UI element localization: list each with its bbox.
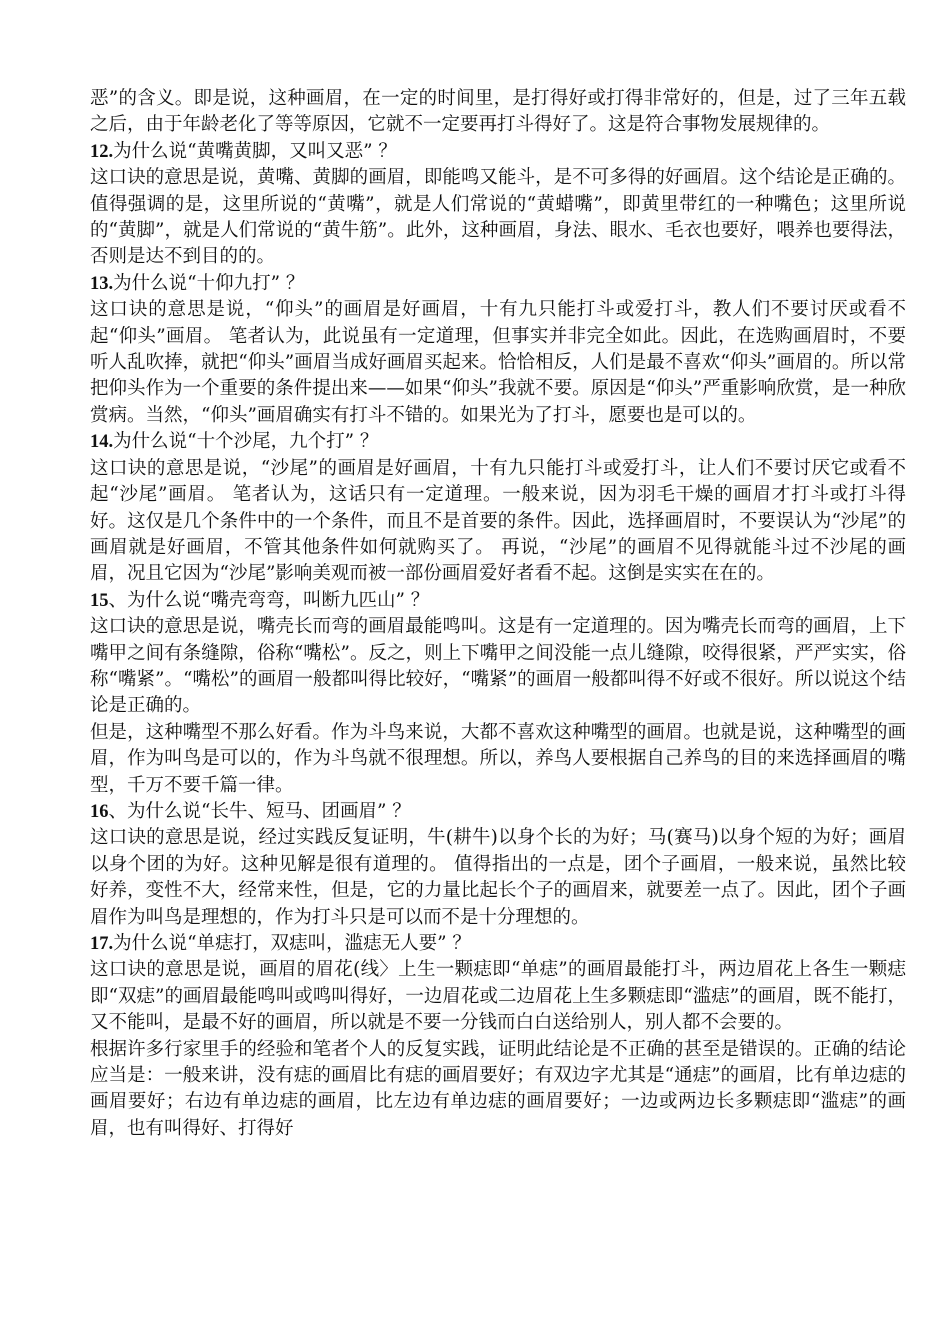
paragraph-15a: 这口诀的意思是说，嘴壳长而弯的画眉最能鸣叫。这是有一定道理的。因为嘴壳长而弯的画眉，上下嘴甲之间有条缝隙，俗称“嘴松”。反之，则上下嘴甲之间没能一点儿缝隙，咬得很紧，严严实实，俗称“嘴紧”。“嘴松”的画眉一般都叫得比较好，“嘴紧”的画眉一般都叫得不好或不很好。所以说这个结论是正确的。 [90, 616, 906, 717]
heading-text: 、为什么说“嘴壳弯弯，叫断九匹山” ？ [108, 589, 430, 611]
heading-number: 13. [90, 273, 114, 294]
heading-17 [90, 931, 906, 957]
paragraph-12: 这口诀的意思是说，黄嘴、黄脚的画眉，即能鸣又能斗，是不可多得的好画眉。这个结论是正确的。值得强调的是，这里所说的“黄嘴”，就是人们常说的“黄蜡嘴”，即黄里带红的一种嘴色；这里所说的“黄脚”，就是人们常说的“黄牛筋”。此外，这种画眉，身法、眼水、毛衣也要好，喂养也要得法，否则是达不到目的的。 [90, 167, 906, 268]
paragraph-17b: 根据许多行家里手的经验和笔者个人的反复实践，证明此结论是不正确的甚至是错误的。正确的结论应当是：一般来讲，没有痣的画眉比有痣的画眉要好；有双边字尤其是“通痣”的画眉，比有单边痣的画眉要好；右边有单边痣的画眉，比左边有单边痣的画眉要好；一边或两边长多颗痣即“滥痣”的画眉，也有叫得好、打得好 [90, 1038, 906, 1139]
heading-14 [90, 429, 906, 455]
heading-number: 14. [90, 432, 114, 453]
heading-13 [90, 271, 906, 297]
heading-text: 为什么说“十个沙尾，九个打” ？ [113, 431, 379, 453]
heading-16 [90, 799, 906, 825]
paragraph-intro: 恶”的含义。即是说，这种画眉，在一定的时间里，是打得好或打得非常好的，但是，过了三年五载之后，由于年龄老化了等等原因，它就不一定要再打斗得好了。这是符合事物发展规律的。 [90, 88, 906, 136]
paragraph-15b: 但是，这种嘴型不那么好看。作为斗鸟来说，大都不喜欢这种嘴型的画眉。也就是说，这种嘴型的画眉，作为叫鸟是可以的，作为斗鸟就不很理想。所以，养鸟人要根据自己养鸟的目的来选择画眉的嘴型，千万不要千篇一律。 [90, 721, 906, 796]
heading-text: 为什么说“黄嘴黄脚，又叫又恶” ？ [113, 140, 397, 162]
paragraph-16: 这口诀的意思是说，经过实践反复证明，牛(耕牛)以身个长的为好；马(赛马)以身个短的为好；画眉以身个团的为好。这种见解是很有道理的。 值得指出的一点是，团个子画眉，一般来说，虽然比较好养，变性不大，经常来性，但是，它的力量比起长个子的画眉来，就要差一点了。因此，团个子画眉作为叫鸟是理想的，作为打斗只是可以而不是十分理想的。 [90, 827, 906, 928]
document-page [90, 86, 906, 1142]
heading-12 [90, 139, 906, 165]
heading-number: 17. [90, 934, 114, 954]
paragraph-14: 这口诀的意思是说，“沙尾”的画眉是好画眉，十有九只能打斗或爱打斗，让人们不要讨厌它或看不起“沙尾”画眉。 笔者认为，这话只有一定道理。一般来说，因为羽毛干燥的画眉才打斗或打斗得好。这仅是几个条件中的一个条件，而且不是首要的条件。因此，选择画眉时，不要误认为“沙尾”的画眉就是好画眉，不管其他条件如何就购买了。 再说，“沙尾”的画眉不见得就能斗过不沙尾的画眉，况且它因为“沙尾”影响美观而被一部份画眉爱好者看不起。这倒是实实在在的。 [90, 457, 906, 585]
heading-text: 为什么说“十仰九打” ？ [113, 272, 305, 294]
paragraph-17a: 这口诀的意思是说，画眉的眉花(线〉上生一颗痣即“单痣”的画眉最能打斗，两边眉花上各生一颗痣即“双痣”的画眉最能鸣叫或鸣叫得好，一边眉花或二边眉花上生多颗痣即“滥痣”的画眉，既不能打，又不能叫，是最不好的画眉，所以就是不要一分钱而白白送给别人，别人都不会要的。 [90, 959, 906, 1034]
paragraph-13: 这口诀的意思是说，“仰头”的画眉是好画眉，十有九只能打斗或爱打斗，教人们不要讨厌或看不起“仰头”画眉。 笔者认为，此说虽有一定道理，但事实并非完全如此。因此，在选购画眉时，不要听人乱吹捧，就把“仰头”画眉当成好画眉买起来。恰恰相反，人们是最不喜欢“仰头”画眉的。所以常把仰头作为一个重要的条件提出来——如果“仰头”我就不要。原因是“仰头”严重影响欣赏，是一种欣赏病。当然，“仰头”画眉确实有打斗不错的。如果光为了打斗，愿要也是可以的。 [90, 299, 906, 426]
heading-number: 16 [90, 801, 109, 822]
heading-text: 为什么说“单痣打，双痣叫，滥痣无人要” ？ [113, 933, 471, 954]
heading-text: 、为什么说“长牛、短马、团画眉” ？ [108, 800, 411, 822]
heading-number: 12. [90, 141, 114, 162]
heading-15 [90, 588, 906, 614]
heading-number: 15 [90, 590, 109, 611]
